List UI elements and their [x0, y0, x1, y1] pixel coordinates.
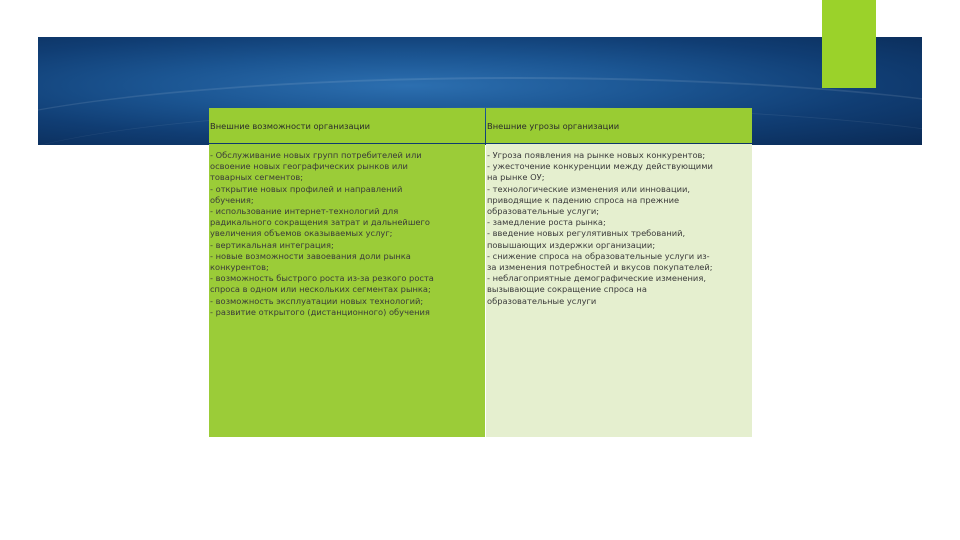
threats-cell: - Угроза появления на рынке новых конкурентов; - ужесточение конкуренции между действующими на рынке ОУ; - технологические изменения или инновации, приводящие к падению спроса на прежние образовательные услуги; - замедление роста рынка; - введение новых регулятивных требований, повышающих издержки организации; - снижение спроса на образовательные услуги из- за изменения потребностей и вкусов покупателей; - неблагоприятные демографические изменения, вызывающие сокращение спроса на образовательные услуги — [486, 144, 752, 437]
green-accent-bar — [822, 0, 876, 88]
opportunities-cell: - Обслуживание новых групп потребителей или освоение новых географических рынков или товарных сегментов; - открытие новых профилей и направлений обучения; - использование интернет-технологий для радикального сокращения затрат и дальнейшего увеличения объемов оказываемых услуг; - вертикальная интеграция; - новые возможности завоевания доли рынка конкурентов; - возможность быстрого роста из-за резкого роста спроса в одном или нескольких сегментах рынка; - возможность эксплуатации новых технологий; - развитие открытого (дистанционного) обучения — [209, 144, 485, 437]
header-opportunities: Внешние возможности организации — [209, 108, 485, 143]
swot-table — [209, 108, 752, 437]
header-threats: Внешние угрозы организации — [486, 108, 752, 143]
